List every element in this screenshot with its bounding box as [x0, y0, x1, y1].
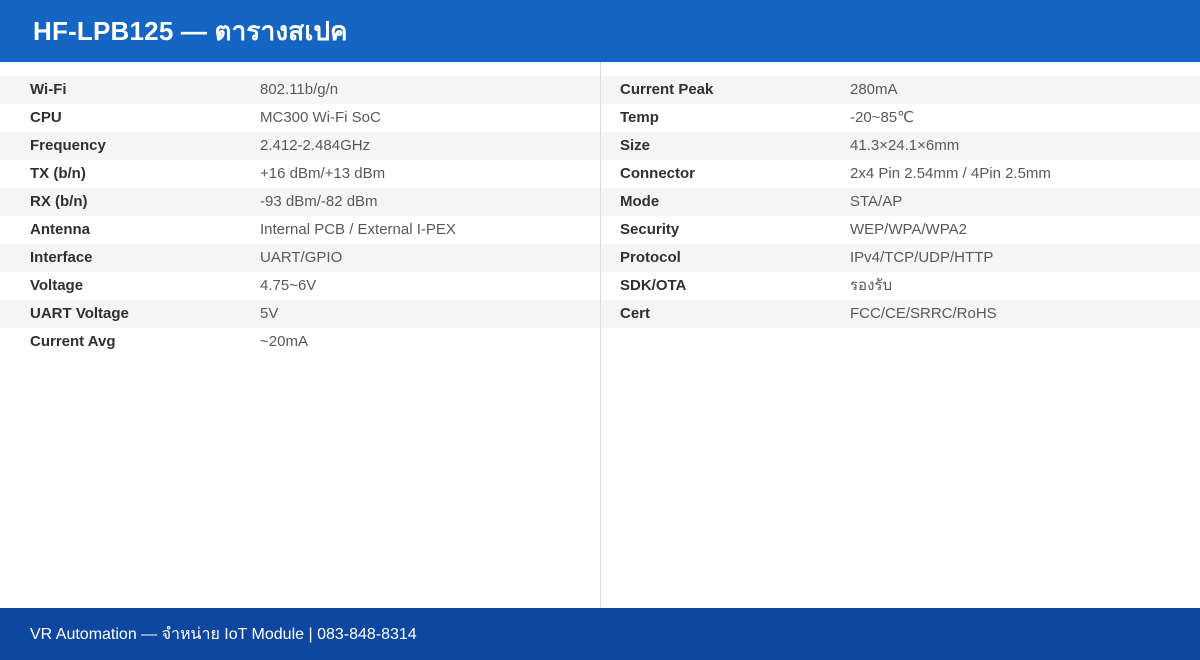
spec-value: Internal PCB / External I-PEX [260, 221, 456, 238]
spec-row [600, 160, 1200, 188]
spec-row [600, 272, 1200, 300]
spec-label: Current Peak [620, 81, 714, 98]
spec-row [600, 132, 1200, 160]
spec-label: Current Avg [30, 333, 116, 350]
spec-row [600, 104, 1200, 132]
spec-label: TX (b/n) [30, 165, 86, 182]
spec-row [0, 132, 600, 160]
page-footer [0, 608, 1200, 660]
spec-value: 41.3×24.1×6mm [850, 137, 960, 154]
spec-label: SDK/OTA [620, 277, 687, 294]
spec-value: 280mA [850, 81, 898, 98]
spec-row [600, 244, 1200, 272]
spec-label: Frequency [30, 137, 106, 154]
spec-value: MC300 Wi-Fi SoC [260, 109, 381, 126]
spec-value: -20~85℃ [850, 109, 914, 126]
spec-label: Cert [620, 305, 651, 322]
spec-label: UART Voltage [30, 305, 129, 322]
spec-label: Temp [620, 109, 659, 126]
spec-row [0, 328, 600, 356]
spec-label: Connector [620, 165, 695, 182]
spec-value: +16 dBm/+13 dBm [260, 165, 386, 182]
spec-row [600, 76, 1200, 104]
page-header [0, 0, 1200, 62]
spec-column-left [0, 76, 600, 356]
spec-value: 2x4 Pin 2.54mm / 4Pin 2.5mm [850, 165, 1051, 182]
spec-row [0, 76, 600, 104]
spec-label: Wi-Fi [30, 81, 67, 98]
spec-row [0, 104, 600, 132]
spec-value: 4.75~6V [260, 277, 317, 294]
spec-table [0, 62, 1200, 608]
spec-value: 802.11b/g/n [260, 81, 339, 98]
spec-value: 2.412-2.484GHz [260, 137, 371, 154]
spec-value: -93 dBm/-82 dBm [260, 193, 378, 210]
spec-value: FCC/CE/SRRC/RoHS [850, 305, 997, 322]
spec-label: Size [620, 137, 651, 154]
spec-value: 5V [260, 305, 279, 322]
spec-column-right [600, 76, 1200, 328]
spec-row [0, 160, 600, 188]
spec-row [0, 272, 600, 300]
spec-value: รองรับ [850, 277, 892, 294]
spec-label: Mode [620, 193, 660, 210]
spec-row [0, 188, 600, 216]
spec-label: Protocol [620, 249, 681, 266]
spec-value: IPv4/TCP/UDP/HTTP [850, 249, 994, 266]
footer-text: VR Automation — จำหน่าย IoT Module | 083-848-8314 [30, 625, 417, 643]
spec-label: RX (b/n) [30, 193, 88, 210]
spec-label: Voltage [30, 277, 84, 294]
spec-label: CPU [30, 109, 62, 126]
spec-label: Interface [30, 249, 93, 266]
spec-value: ~20mA [260, 333, 308, 350]
spec-row [600, 216, 1200, 244]
spec-label: Antenna [30, 221, 90, 238]
spec-row [0, 244, 600, 272]
spec-value: UART/GPIO [260, 249, 343, 266]
spec-value: STA/AP [850, 193, 903, 210]
page-title: HF-LPB125 — ตารางสเปค [33, 15, 348, 46]
spec-row [600, 300, 1200, 328]
spec-row [0, 216, 600, 244]
spec-label: Security [620, 221, 680, 238]
spec-value: WEP/WPA/WPA2 [850, 221, 967, 238]
spec-row [0, 300, 600, 328]
spec-row [600, 188, 1200, 216]
